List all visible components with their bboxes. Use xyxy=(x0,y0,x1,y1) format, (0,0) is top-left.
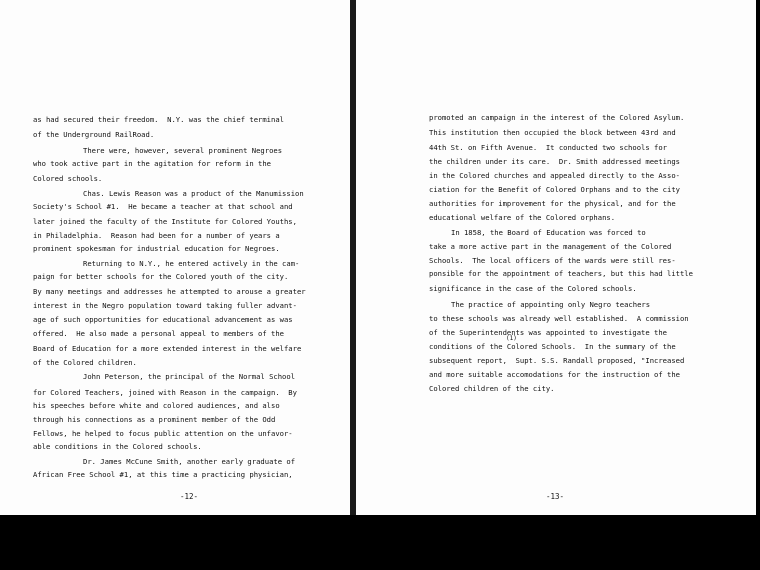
left-page xyxy=(0,0,350,515)
right-line: This institution then occupied the block between 43rd and xyxy=(429,128,676,137)
left-line: as had secured their freedom. N.Y. was the chief terminal xyxy=(33,115,284,124)
right-line: of the Superintendents was appointed to investigate the xyxy=(429,328,667,337)
right-line: 44th St. on Fifth Avenue. It conducted two schools for xyxy=(429,143,667,152)
left-line: prominent spokesman for industrial education for Negroes. xyxy=(33,244,280,253)
scan-border-right xyxy=(756,0,760,570)
right-line: in the Colored churches and appealed directly to the Asso- xyxy=(429,171,680,180)
right-line: to these schools was already well established. A commission xyxy=(429,314,689,323)
right-line: educational welfare of the Colored orphans. xyxy=(429,213,616,222)
right-line: Schools. The local officers of the wards were still res- xyxy=(429,256,676,265)
right-line: subsequent report, Supt. S.S. Randall proposed, "Increased xyxy=(429,356,685,365)
left-line: later joined the faculty of the Institute for Colored Youths, xyxy=(33,217,297,226)
right-line: promoted an campaign in the interest of the Colored Asylum. xyxy=(429,113,685,122)
scan-border-bottom xyxy=(0,515,760,570)
footnote-marker: (1) xyxy=(506,335,517,342)
left-line: Society's School #1. He became a teacher at that school and xyxy=(33,202,293,211)
left-line: interest in the Negro population toward taking fuller advant- xyxy=(33,301,297,310)
left-line: of the Colored children. xyxy=(33,358,137,367)
right-line: ponsible for the appointment of teachers, but this had little xyxy=(429,269,693,278)
left-page-number: -12- xyxy=(180,492,199,501)
left-line: Chas. Lewis Reason was a product of the Manumission xyxy=(83,189,304,198)
left-line: through his connections as a prominent member of the Odd xyxy=(33,415,276,424)
right-line: The practice of appointing only Negro teachers xyxy=(451,300,651,309)
left-line: in Philadelphia. Reason had been for a number of years a xyxy=(33,231,280,240)
left-line: Returning to N.Y., he entered actively in the cam- xyxy=(83,259,300,268)
right-page-number: -13- xyxy=(546,492,565,501)
left-line: Fellows, he helped to focus public attention on the unfavor- xyxy=(33,429,293,438)
left-line: paign for better schools for the Colored youth of the city. xyxy=(33,272,289,281)
right-line: ciation for the Benefit of Colored Orphans and to the city xyxy=(429,185,680,194)
left-line: There were, however, several prominent Negroes xyxy=(83,146,283,155)
left-line: able conditions in the Colored schools. xyxy=(33,442,202,451)
right-line: take a more active part in the management of the Colored xyxy=(429,242,672,251)
right-line: the children under its care. Dr. Smith addressed meetings xyxy=(429,157,680,166)
right-page xyxy=(356,0,756,515)
left-line: Board of Education for a more extended interest in the welfare xyxy=(33,344,302,353)
right-line: In 1858, the Board of Education was forced to xyxy=(451,228,646,237)
left-line: offered. He also made a personal appeal to members of the xyxy=(33,329,284,338)
right-line: Colored children of the city. xyxy=(429,384,555,393)
right-line: and more suitable accomodations for the instruction of the xyxy=(429,370,680,379)
left-line: his speeches before white and colored audiences, and also xyxy=(33,401,280,410)
right-line: conditions of the Colored Schools. In the summary of the xyxy=(429,342,676,351)
left-line: By many meetings and addresses he attempted to arouse a greater xyxy=(33,287,306,296)
left-line: African Free School #1, at this time a practicing physician, xyxy=(33,470,293,479)
left-line: John Peterson, the principal of the Normal School xyxy=(83,372,296,381)
right-line: significance in the case of the Colored schools. xyxy=(429,284,637,293)
left-line: Dr. James McCune Smith, another early graduate of xyxy=(83,457,296,466)
left-line: Colored schools. xyxy=(33,174,103,183)
right-line: authorities for improvement for the physical, and for the xyxy=(429,199,676,208)
left-line: for Colored Teachers, joined with Reason in the campaign. By xyxy=(33,388,297,397)
left-line: age of such opportunities for educational advancement as was xyxy=(33,315,293,324)
left-line: who took active part in the agitation for reform in the xyxy=(33,159,271,168)
left-line: of the Underground RailRoad. xyxy=(33,130,155,139)
